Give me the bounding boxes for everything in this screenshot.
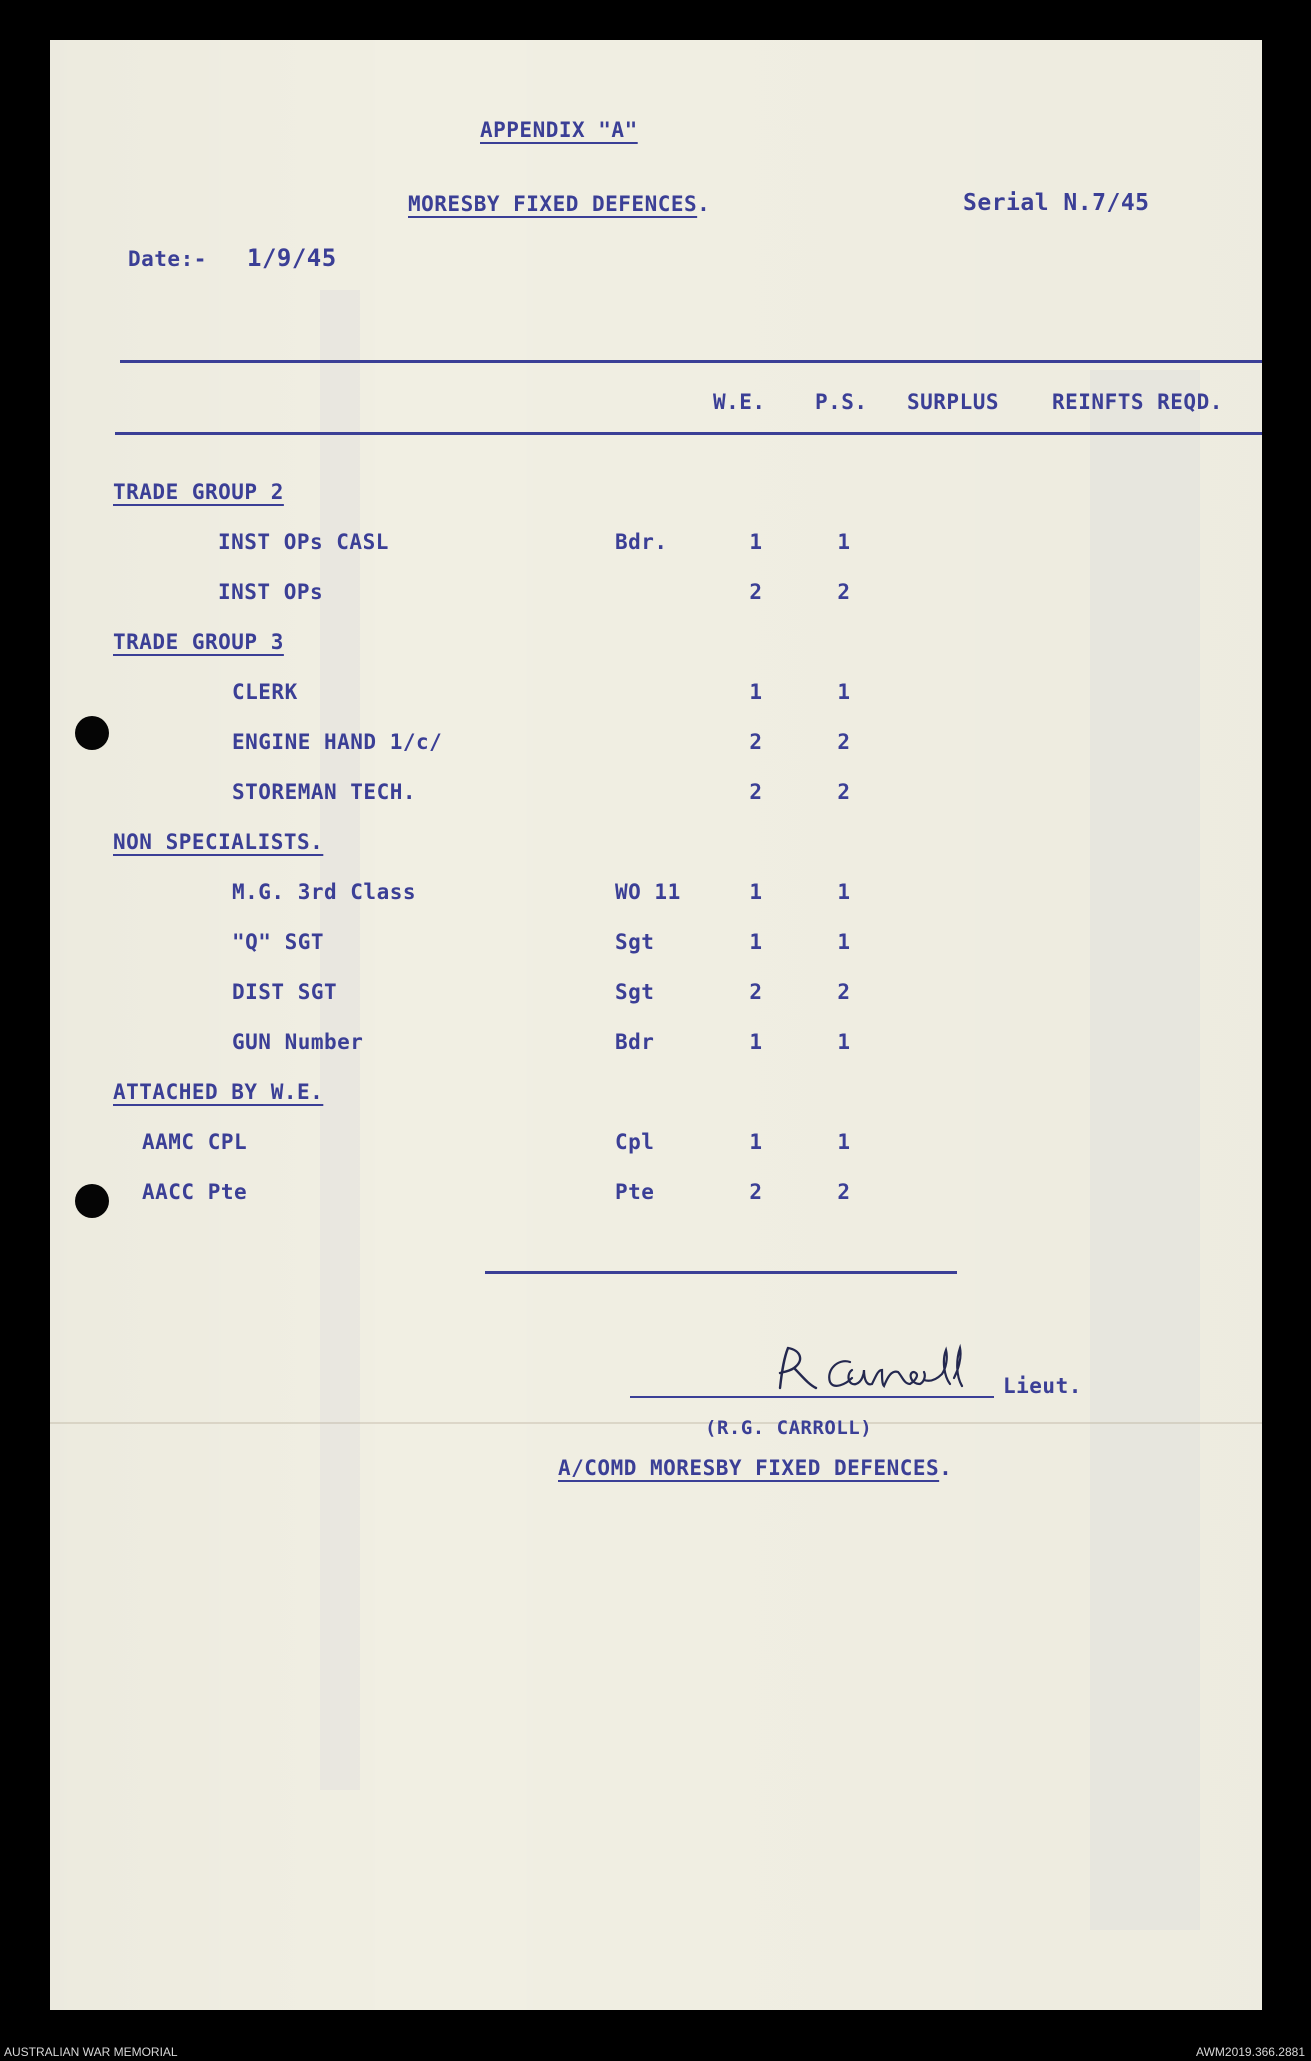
signatory-appointment [558, 1456, 952, 1480]
row-ps: 2 [837, 580, 851, 604]
row-ps: 2 [837, 730, 851, 754]
row-we: 1 [749, 680, 763, 704]
row-we: 1 [749, 930, 763, 954]
row-we: 1 [749, 1030, 763, 1054]
appointment-text: A/COMD MORESBY FIXED DEFENCES [558, 1456, 940, 1480]
table-end-rule [485, 1271, 957, 1274]
row-rank: Cpl [615, 1130, 655, 1154]
row-we: 2 [749, 780, 763, 804]
signature-line [630, 1396, 994, 1398]
date-label: Date:- [128, 247, 207, 271]
unit-title-period: . [697, 192, 711, 216]
col-header-ps: P.S. [815, 390, 868, 414]
appendix-title: APPENDIX "A" [480, 118, 638, 142]
row-rank: Pte [615, 1180, 655, 1204]
row-ps: 2 [837, 1180, 851, 1204]
row-rank: Bdr. [615, 530, 668, 554]
row-name: CLERK [232, 680, 298, 704]
punch-hole [75, 1184, 109, 1218]
header-top-rule [120, 360, 1262, 363]
row-name: STOREMAN TECH. [232, 780, 417, 804]
row-ps: 2 [837, 780, 851, 804]
section-heading: TRADE GROUP 3 [113, 630, 284, 654]
row-ps: 1 [837, 680, 851, 704]
row-we: 2 [749, 1180, 763, 1204]
col-header-reinfts: REINFTS REQD. [1052, 390, 1223, 414]
row-we: 2 [749, 580, 763, 604]
row-ps: 1 [837, 1130, 851, 1154]
row-rank: Sgt [615, 980, 655, 1004]
section-heading: ATTACHED BY W.E. [113, 1080, 324, 1104]
punch-hole [75, 716, 109, 750]
row-rank: Bdr [615, 1030, 655, 1054]
row-name: "Q" SGT [232, 930, 325, 954]
section-heading: NON SPECIALISTS. [113, 830, 324, 854]
row-we: 1 [749, 530, 763, 554]
col-header-we: W.E. [713, 390, 766, 414]
footer-accession-number: AWM2019.366.2881 [1196, 2045, 1305, 2059]
serial-number: Serial N.7/45 [963, 190, 1150, 216]
row-name: GUN Number [232, 1030, 364, 1054]
section-heading: TRADE GROUP 2 [113, 480, 284, 504]
footer-credit: AUSTRALIAN WAR MEMORIAL [4, 2045, 178, 2059]
appointment-period: . [939, 1456, 953, 1480]
handwritten-signature [710, 1340, 1010, 1400]
row-name: DIST SGT [232, 980, 338, 1004]
row-name: M.G. 3rd Class [232, 880, 417, 904]
row-ps: 1 [837, 930, 851, 954]
row-name: INST OPs [218, 580, 324, 604]
unit-title-text: MORESBY FIXED DEFENCES [408, 192, 698, 216]
row-ps: 1 [837, 1030, 851, 1054]
header-bottom-rule [115, 432, 1262, 435]
row-name: AAMC CPL [142, 1130, 248, 1154]
row-name: AACC Pte [142, 1180, 248, 1204]
row-rank: WO 11 [615, 880, 681, 904]
signatory-rank: Lieut. [1003, 1374, 1082, 1398]
row-we: 2 [749, 730, 763, 754]
col-header-surplus: SURPLUS [907, 390, 1000, 414]
row-name: INST OPs CASL [218, 530, 389, 554]
row-ps: 1 [837, 530, 851, 554]
row-ps: 1 [837, 880, 851, 904]
document-page [50, 40, 1262, 2010]
row-we: 1 [749, 880, 763, 904]
fold-line [50, 1422, 1262, 1424]
row-we: 2 [749, 980, 763, 1004]
signature-image [710, 1340, 1010, 1400]
signatory-name: (R.G. CARROLL) [705, 1417, 873, 1439]
row-ps: 2 [837, 980, 851, 1004]
unit-title [408, 192, 710, 216]
row-rank: Sgt [615, 930, 655, 954]
row-we: 1 [749, 1130, 763, 1154]
date-value: 1/9/45 [247, 244, 337, 272]
show-through-mark [1090, 370, 1200, 1930]
row-name: ENGINE HAND 1/c/ [232, 730, 443, 754]
